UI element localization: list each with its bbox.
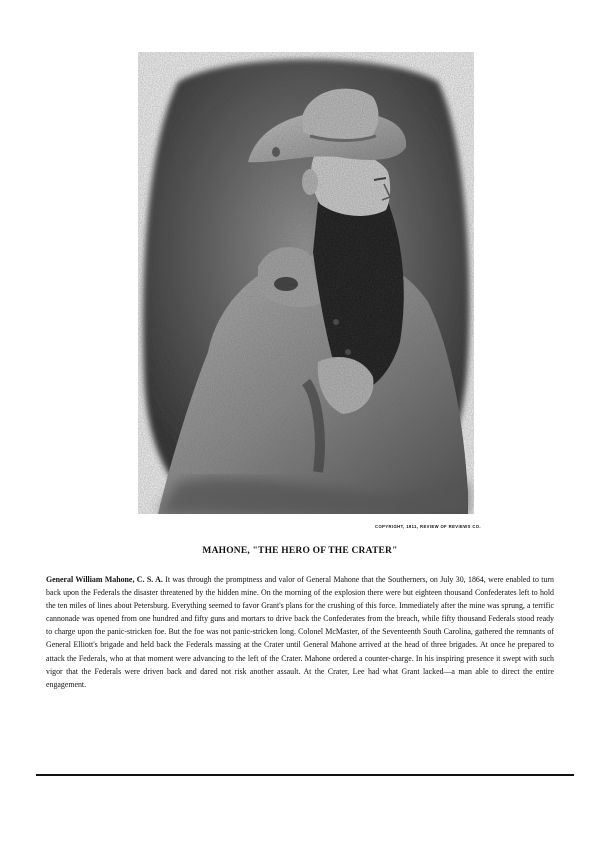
caption-lead: General William Mahone, C. S. A. <box>46 575 163 584</box>
caption-text: It was through the promptness and valor of General Mahone that the Southerners, on July 30, 1864, were enabled to turn back upon the Federals the disaster threatened by the hidden mine. On the morning of the explosion there were but eighteen thousand Confederates left to hold the ten miles of lines about Petersburg. Everything seemed to favor Grant's plans for the crushing of this force. Immediately after the mine was sprung, a terrific cannonade was opened from one hundred and fifty guns and mortars to drive back the Confederates from the breach, while fifty thousand Federals stood ready to charge upon the panic-stricken foe. But the foe was not panic-stricken long. Colonel McMaster, of the Seventeenth South Carolina, gathered the remnants of General Elliott's brigade and held back the Federals massing at the Crater until General Mahone arrived at the head of three brigades. At once he prepared to attack the Federals, who at that moment were advancing to the left of the Crater. Mahone ordered a counter-charge. In his inspiring presence it swept with such vigor that the Federals were driven back and dared not risk another assault. At the Crater, Lee had what Grant lacked—a man able to direct the entire engagement. <box>46 575 554 689</box>
portrait-photograph <box>138 52 474 514</box>
copyright-notice: COPYRIGHT, 1911, REVIEW OF REVIEWS CO. <box>375 524 481 529</box>
caption-title: MAHONE, "THE HERO OF THE CRATER" <box>202 546 398 556</box>
footer-rule <box>36 774 574 776</box>
caption-body <box>46 573 554 691</box>
